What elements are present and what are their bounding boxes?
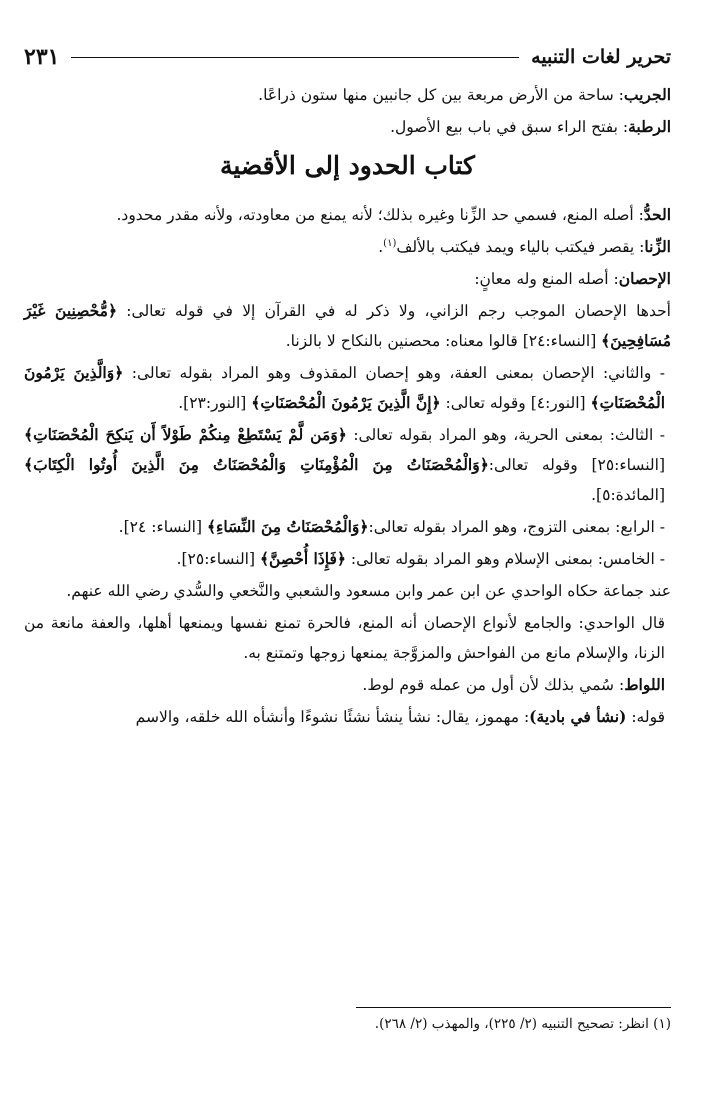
term-liwat: اللواط — [624, 675, 665, 694]
entry-liwat — [24, 670, 671, 700]
meaning-second-ref-end: [النور:٢٣]. — [178, 394, 252, 412]
attribution: عند جماعة حكاه الواحدي عن ابن عمر وابن مسعود والشعبي والنَّخعي والسُّدي رضي الله عنهم. — [66, 582, 671, 600]
chapter-heading: كتاب الحدود إلى الأقضية — [220, 151, 475, 180]
entry-zina-text: : يقصر فيكتب بالياء ويمد فيكتب بالألف — [396, 238, 645, 256]
page-header — [24, 42, 671, 72]
meaning-third-ref-end: [المائدة:٥]. — [591, 486, 665, 504]
entry-liwat-text: : سُمي بذلك لأن أول من عمله قوم لوط. — [362, 676, 625, 694]
term-ihsan: الإحصان — [618, 269, 671, 288]
entry-hadd-text: : أصله المنع، فسمي حد الزِّنا وغيره بذلك؛ لأنه يمنع من معاودته، ولأنه مقدر محدود. — [116, 206, 644, 224]
running-title: تحرير لغات التنبيه — [531, 46, 671, 68]
footnote-rule — [356, 1007, 671, 1008]
meaning-third-ref: [النساء:٢٥] وقوله تعالى: — [488, 456, 665, 474]
term-nasha: (نشأ في بادية) — [529, 707, 627, 726]
entry-ratba-text: : بفتح الراء سبق في باب بيع الأصول. — [390, 118, 629, 136]
entry-ratba — [24, 112, 671, 142]
page-body — [24, 80, 671, 734]
quran-quote: ﴿إِنَّ الَّذِينَ يَرْمُونَ الْمُحْصَنَاتِ﴾ — [251, 393, 441, 412]
meaning-fourth — [24, 512, 671, 542]
meaning-fourth-ref: [النساء: ٢٤]. — [118, 518, 207, 536]
meaning-first-text: أحدها الإحصان الموجب رجم الزاني، ولا ذكر له في القرآن إلا في قوله تعالى: — [117, 302, 671, 320]
meaning-third — [24, 420, 671, 510]
quran-quote: ﴿فَإِذَا أُحْصِنَّ﴾ — [259, 549, 346, 568]
meaning-first-ref: [النساء:٢٤] قالوا معناه: محصنين بالنكاح لا بالزنا. — [285, 332, 602, 350]
term-ratba: الرطبة — [628, 117, 671, 136]
entry-ihsan-text: : أصله المنع وله معانٍ: — [474, 270, 619, 288]
meaning-third-text: - الثالث: بمعنى الحرية، وهو المراد بقوله تعالى: — [346, 426, 665, 444]
wahidi-quote: قال الواحدي: والجامع لأنواع الإحصان أنه المنع، فالحرة تمنع نفسها ويمنعها أهلها، والعفة مانعة من الزنا، والإسلام مانع من الفواحش والمزوَّجة يمنعها زوجها وتمتنع به. — [24, 614, 665, 662]
meaning-fourth-text: - الرابع: بمعنى التزوج، وهو المراد بقوله تعالى: — [368, 518, 665, 536]
meaning-fifth-ref: [النساء:٢٥]. — [176, 550, 260, 568]
book-page — [24, 30, 671, 1083]
quran-quote: ﴿وَالْمُحْصَنَاتُ مِنَ النِّسَاءِ﴾ — [206, 517, 369, 536]
footnote-marker: (١) — [383, 237, 397, 249]
entry-jarib — [24, 80, 671, 110]
meaning-second — [24, 358, 671, 418]
meaning-second-ref: [النور:٤] وقوله تعالى: — [440, 394, 591, 412]
entry-hadd — [24, 200, 671, 230]
header-rule — [71, 57, 519, 58]
footnote: (١) انظر: تصحيح التنبيه (٢/ ٢٢٥)، والمهذب (٢/ ٢٦٨). — [374, 1016, 671, 1032]
entry-jarib-text: : ساحة من الأرض مربعة بين كل جانبين منها ستون ذراعًا. — [258, 86, 624, 104]
entry-nasha-lead: قوله: — [626, 708, 665, 726]
meaning-fifth-text: - الخامس: بمعنى الإسلام وهو المراد بقوله تعالى: — [345, 550, 665, 568]
term-zina: الزِّنا — [644, 237, 671, 256]
entry-nasha-text: : مهموز، يقال: نشأ ينشأ نشئًا نشوءًا وأنشأه الله خلقه، والاسم — [135, 708, 530, 726]
quran-quote: ﴿وَالْمُحْصَنَاتُ مِنَ الْمُؤْمِنَاتِ وَالْمُحْصَنَاتُ مِنَ الَّذِينَ أُوتُوا الْكِتَابَ﴾ — [24, 455, 489, 474]
meaning-fifth — [24, 544, 671, 574]
meaning-first — [24, 296, 671, 356]
entry-ihsan — [24, 264, 671, 294]
entry-zina — [24, 232, 671, 262]
term-hadd: الحدُّ — [643, 205, 671, 224]
quran-quote: ﴿وَالَّذِينَ يَرْمُونَ الْمُحْصَنَاتِ﴾ — [24, 363, 665, 412]
quran-quote: ﴿مُّحْصِنِينَ غَيْرَ مُسَافِحِينَ﴾ — [24, 301, 671, 350]
entry-nasha — [24, 702, 671, 732]
quran-quote: ﴿وَمَن لَّمْ يَسْتَطِعْ مِنكُمْ طَوْلاً أَن يَنكِحَ الْمُحْصَنَاتِ﴾ — [24, 425, 347, 444]
meaning-second-text: - والثاني: الإحصان بمعنى العفة، وهو إحصان المقذوف وهو المراد بقوله تعالى: — [123, 364, 665, 382]
entry-zina-end: . — [378, 238, 384, 256]
page-number: ٢٣١ — [24, 44, 60, 70]
term-jarib: الجريب — [623, 85, 671, 104]
